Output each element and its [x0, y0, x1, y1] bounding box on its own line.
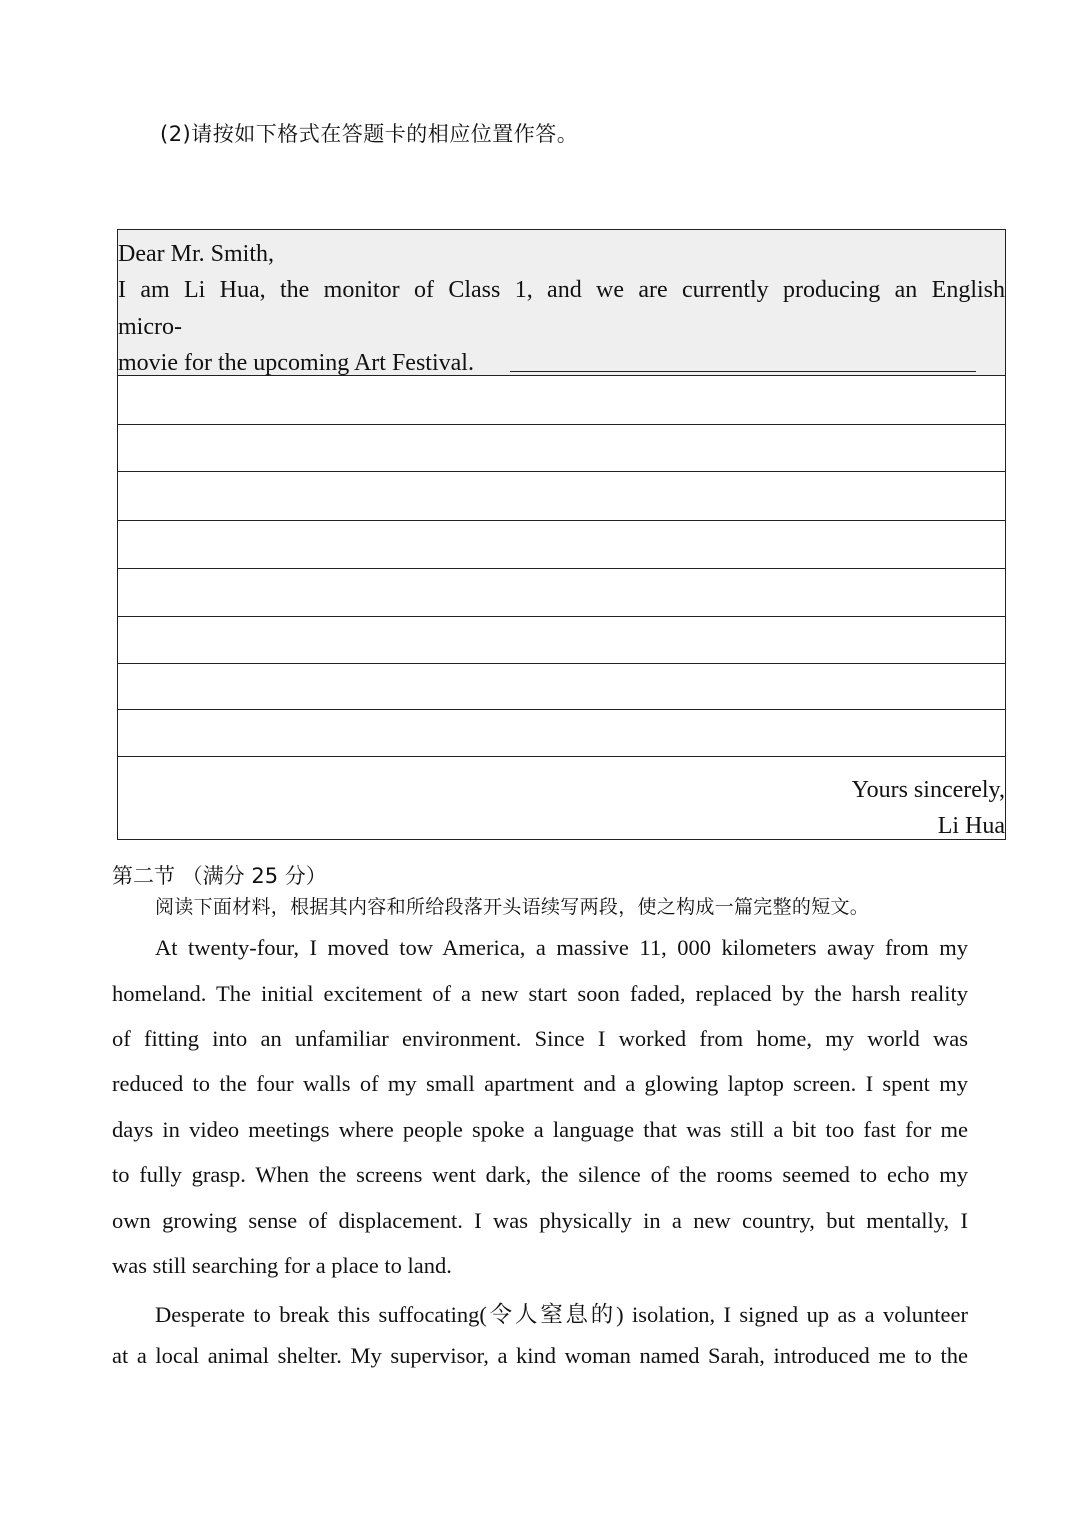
- writing-line: [118, 424, 1005, 425]
- story-line: At twenty-four, I moved tow America, a massive 11, 000 kilometers away from my: [155, 935, 968, 960]
- writing-line: [118, 568, 1005, 569]
- writing-line: [118, 663, 1005, 664]
- story-line: reduced to the four walls of my small apartment and a glowing laptop screen. I spent my: [112, 1071, 968, 1096]
- writing-line: [118, 756, 1005, 757]
- writing-line: [118, 616, 1005, 617]
- letter-intro-line-3: movie for the upcoming Art Festival.: [118, 350, 474, 376]
- story-line: was still searching for a place to land.: [112, 1253, 452, 1278]
- writing-line: [118, 520, 1005, 521]
- letter-signature: Li Hua: [937, 813, 1005, 839]
- answer-sheet: [117, 229, 1006, 840]
- writing-line: [118, 471, 1005, 472]
- story-line: Desperate to break this suffocating(令人窒息的) isolation, I signed up as a volunteer: [155, 1302, 968, 1327]
- story-line: to fully grasp. When the screens went dark, the silence of the rooms seemed to echo my: [112, 1162, 968, 1187]
- instruction-text: (2)请按如下格式在答题卡的相应位置作答。: [160, 122, 579, 146]
- story-line: of fitting into an unfamiliar environment. Since I worked from home, my world was: [112, 1026, 968, 1051]
- story-line: days in video meetings where people spoke a language that was still a bit too fast for me: [112, 1117, 968, 1142]
- letter-closing: Yours sincerely,: [851, 777, 1005, 803]
- section-title: 第二节 （满分 25 分）: [112, 864, 327, 888]
- story-line: at a local animal shelter. My supervisor, a kind woman named Sarah, introduced me to the: [112, 1343, 968, 1368]
- story-line: own growing sense of displacement. I was physically in a new country, but mentally, I: [112, 1208, 968, 1233]
- letter-intro-line-2: micro-: [118, 314, 182, 340]
- letter-header: [118, 230, 1005, 376]
- story-line: homeland. The initial excitement of a new start soon faded, replaced by the harsh reality: [112, 981, 968, 1006]
- letter-intro-line-1: I am Li Hua, the monitor of Class 1, and we are currently producing an English: [118, 277, 1005, 303]
- task-instruction: 阅读下面材料，根据其内容和所给段落开头语续写两段，使之构成一篇完整的短文。: [155, 896, 870, 918]
- writing-line: [118, 709, 1005, 710]
- writing-underline: [510, 371, 976, 372]
- letter-greeting: Dear Mr. Smith,: [118, 241, 274, 267]
